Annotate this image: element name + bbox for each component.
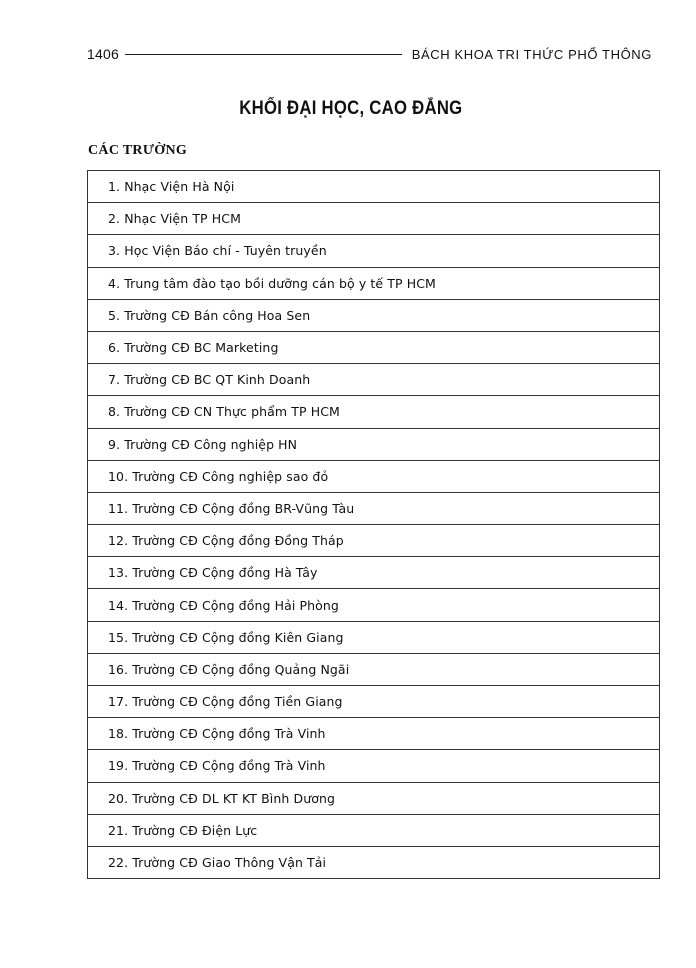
- school-name: 21. Trường CĐ Điện Lực: [108, 822, 258, 838]
- header-rule: [125, 54, 402, 55]
- school-name: 13. Trường CĐ Cộng đồng Hà Tây: [108, 565, 318, 581]
- school-name: 15. Trường CĐ Cộng đồng Kiên Giang: [108, 629, 344, 645]
- table-row: [87, 396, 660, 428]
- table-row: [87, 461, 660, 493]
- table-row: [87, 171, 660, 203]
- school-table: [87, 170, 660, 879]
- table-row: [87, 654, 660, 686]
- table-row: [87, 203, 660, 235]
- school-name: 1. Nhạc Viện Hà Nội: [108, 179, 235, 195]
- table-row: [87, 493, 660, 525]
- subsection-title: CÁC TRƯỜNG: [88, 143, 188, 158]
- school-name: 18. Trường CĐ Cộng đồng Trà Vinh: [108, 726, 326, 742]
- school-name: 14. Trường CĐ Cộng đồng Hải Phòng: [108, 597, 339, 613]
- school-name: 8. Trường CĐ CN Thực phẩm TP HCM: [108, 404, 340, 420]
- table-row: [87, 686, 660, 718]
- school-name: 3. Học Viện Báo chí - Tuyên truyền: [108, 243, 327, 259]
- table-row: [87, 783, 660, 815]
- school-name: 5. Trường CĐ Bán công Hoa Sen: [108, 307, 311, 323]
- school-name: 16. Trường CĐ Cộng đồng Quảng Ngãi: [108, 661, 350, 677]
- table-row: [87, 268, 660, 300]
- section-title: KHỐI ĐẠI HỌC, CAO ĐẲNG: [239, 98, 463, 119]
- table-row: [87, 750, 660, 782]
- table-row: [87, 815, 660, 847]
- running-header: [87, 44, 652, 64]
- table-row: [87, 332, 660, 364]
- school-name: 19. Trường CĐ Cộng đồng Trà Vinh: [108, 758, 326, 774]
- table-row: [87, 429, 660, 461]
- school-name: 11. Trường CĐ Cộng đồng BR-Vũng Tàu: [108, 500, 355, 516]
- school-name: 10. Trường CĐ Công nghiệp sao đỏ: [108, 468, 329, 484]
- table-row: [87, 364, 660, 396]
- book-title: BÁCH KHOA TRI THỨC PHỔ THÔNG: [411, 46, 652, 62]
- table-row: [87, 525, 660, 557]
- school-name: 12. Trường CĐ Cộng đồng Đồng Tháp: [108, 533, 344, 549]
- school-name: 17. Trường CĐ Cộng đồng Tiền Giang: [108, 694, 343, 710]
- school-name: 2. Nhạc Viện TP HCM: [108, 211, 241, 227]
- school-name: 9. Trường CĐ Công nghiệp HN: [108, 436, 298, 452]
- page-number: 1406: [87, 46, 119, 62]
- table-row: [87, 300, 660, 332]
- table-row: [87, 718, 660, 750]
- school-name: 22. Trường CĐ Giao Thông Vận Tải: [108, 855, 327, 871]
- table-row: [87, 235, 660, 267]
- school-name: 4. Trung tâm đào tạo bồi dưỡng cán bộ y tế TP HCM: [108, 275, 436, 291]
- school-name: 20. Trường CĐ DL KT KT Bình Dương: [108, 790, 336, 806]
- table-row: [87, 622, 660, 654]
- school-name: 7. Trường CĐ BC QT Kinh Doanh: [108, 372, 311, 388]
- table-row: [87, 847, 660, 879]
- table-row: [87, 557, 660, 589]
- table-row: [87, 589, 660, 621]
- school-name: 6. Trường CĐ BC Marketing: [108, 340, 279, 356]
